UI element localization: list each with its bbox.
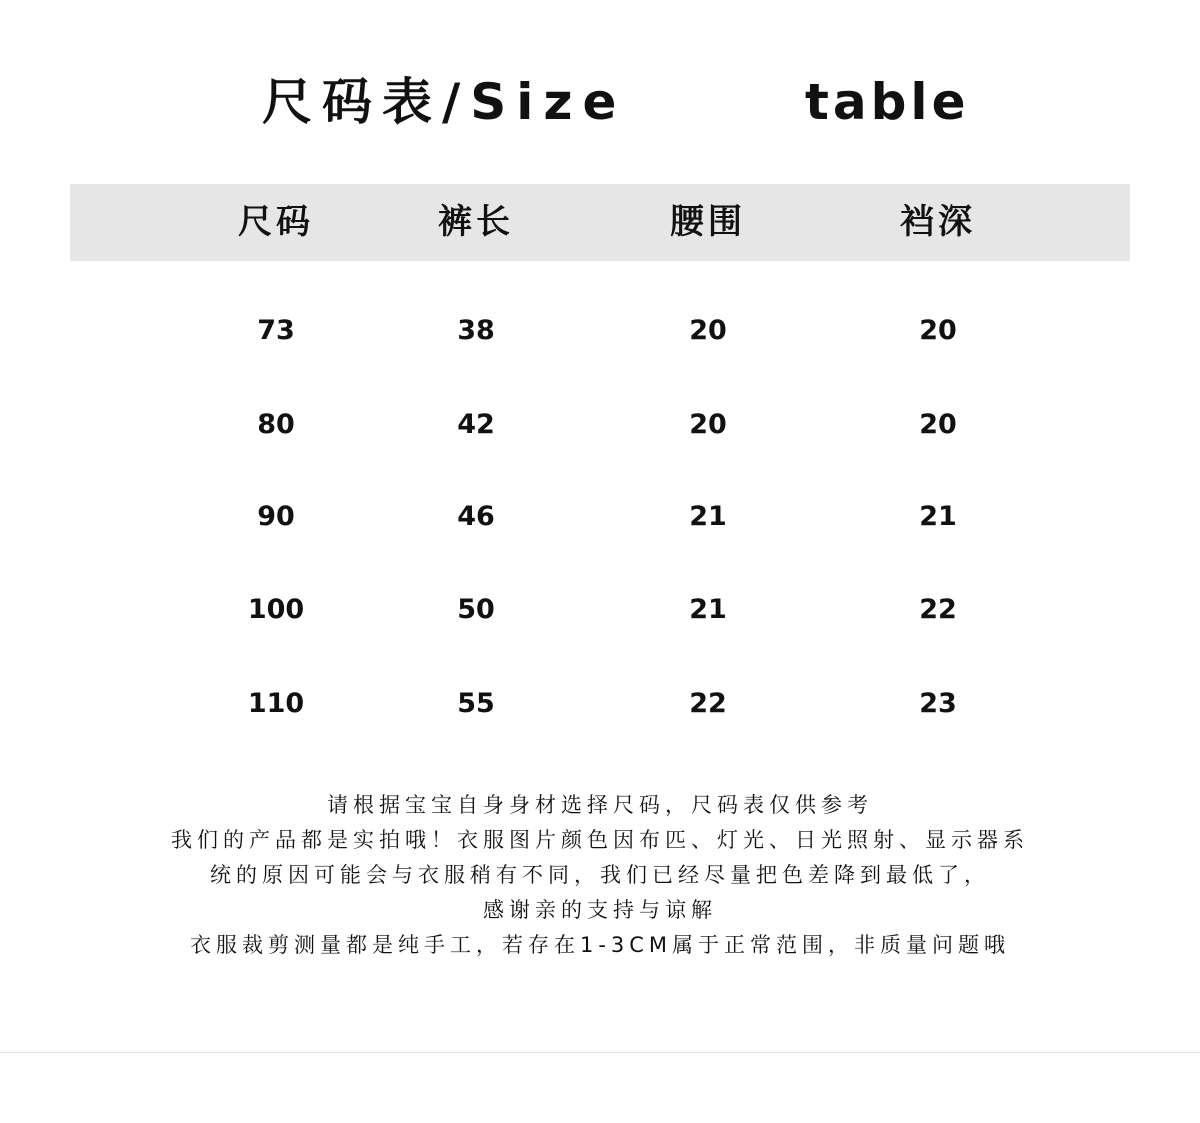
cell-crotch-depth: 20 xyxy=(919,315,957,346)
cell-waist: 20 xyxy=(689,409,727,440)
cell-pants-length: 46 xyxy=(457,501,495,532)
header-pants-length: 裤长 xyxy=(438,202,514,242)
table-row xyxy=(70,679,1130,729)
header-crotch-depth: 裆深 xyxy=(900,202,976,242)
table-row xyxy=(70,585,1130,635)
cell-waist: 20 xyxy=(689,315,727,346)
cell-pants-length: 38 xyxy=(457,315,495,346)
cell-crotch-depth: 22 xyxy=(919,594,957,625)
cell-size: 90 xyxy=(257,501,295,532)
cell-size: 110 xyxy=(247,688,305,719)
cell-pants-length: 42 xyxy=(457,409,495,440)
note-line: 请根据宝宝自身身材选择尺码，尺码表仅供参考 xyxy=(327,793,873,817)
table-row xyxy=(70,400,1130,450)
bottom-divider xyxy=(0,1052,1200,1053)
note-line: 我们的产品都是实拍哦！衣服图片颜色因布匹、灯光、日光照射、显示器系 xyxy=(171,828,1029,852)
cell-pants-length: 55 xyxy=(457,688,495,719)
header-size: 尺码 xyxy=(238,202,314,242)
cell-pants-length: 50 xyxy=(457,594,495,625)
cell-size: 73 xyxy=(257,315,295,346)
size-notes xyxy=(0,788,1200,963)
cell-crotch-depth: 21 xyxy=(919,501,957,532)
note-line: 感谢亲的支持与谅解 xyxy=(483,898,717,922)
title-size-label: 尺码表/Size xyxy=(262,73,627,131)
cell-waist: 21 xyxy=(689,501,727,532)
cell-waist: 22 xyxy=(689,688,727,719)
header-waist: 腰围 xyxy=(670,202,746,242)
cell-waist: 21 xyxy=(689,594,727,625)
cell-size: 100 xyxy=(247,594,305,625)
table-row xyxy=(70,492,1130,542)
note-line: 统的原因可能会与衣服稍有不同，我们已经尽量把色差降到最低了， xyxy=(210,863,990,887)
note-line: 衣服裁剪测量都是纯手工，若存在1-3CM属于正常范围，非质量问题哦 xyxy=(189,933,1011,957)
table-row xyxy=(70,306,1130,356)
cell-crotch-depth: 20 xyxy=(919,409,957,440)
cell-size: 80 xyxy=(257,409,295,440)
cell-crotch-depth: 23 xyxy=(919,688,957,719)
title-table-label: table xyxy=(805,73,970,131)
